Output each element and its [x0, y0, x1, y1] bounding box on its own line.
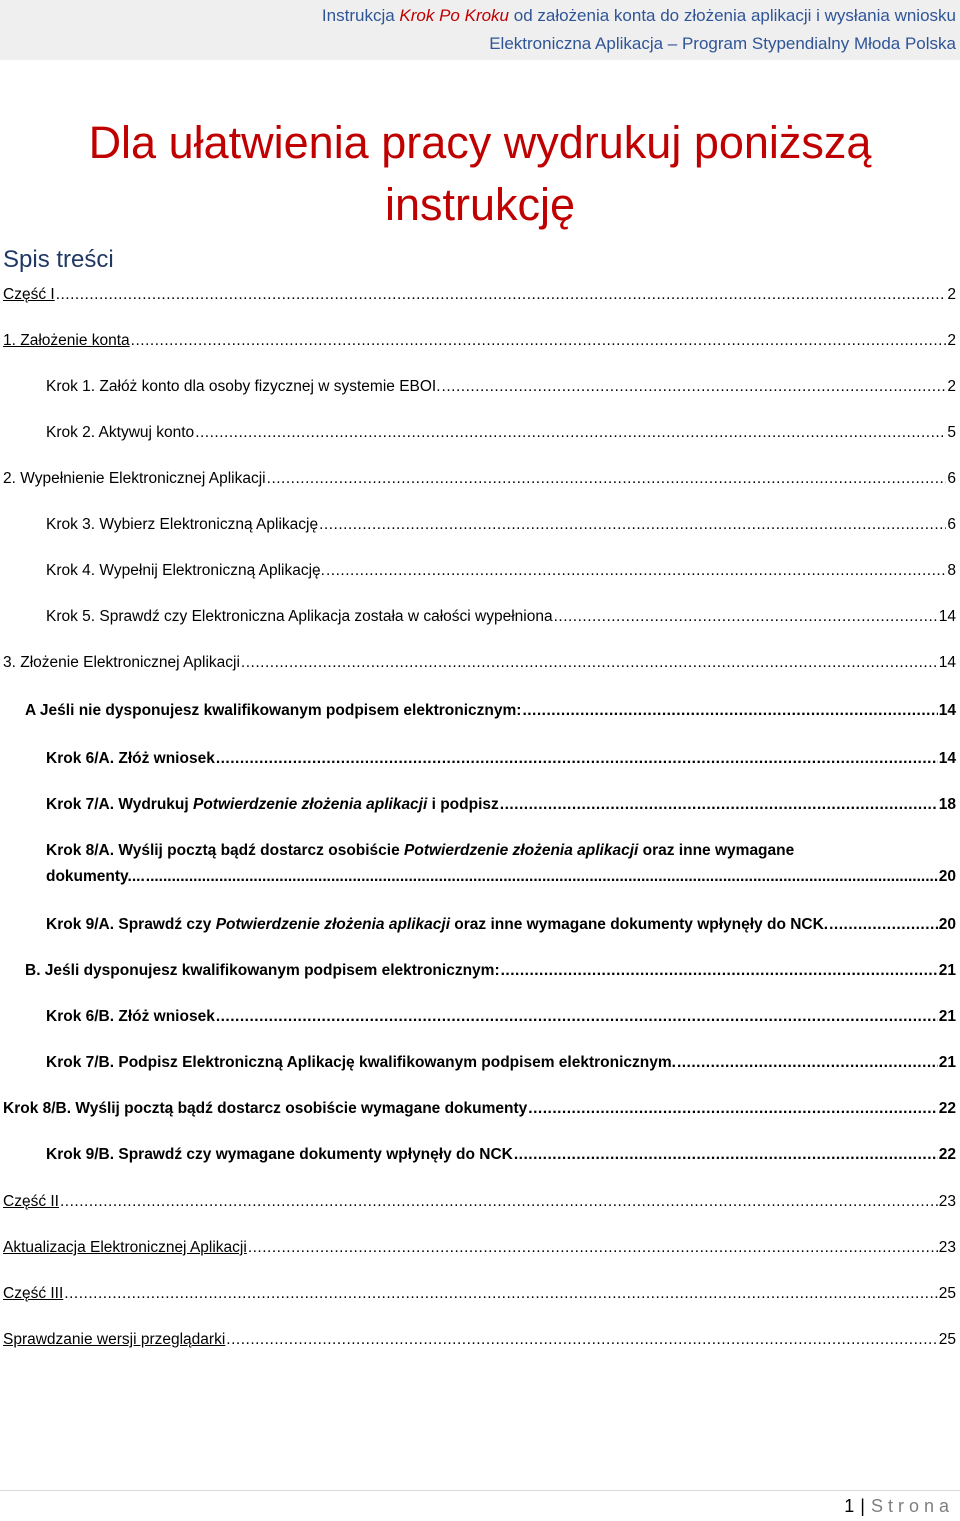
- page-number: 1: [844, 1496, 855, 1516]
- page-word: Strona: [870, 1496, 954, 1516]
- toc-entry-czesc-1[interactable]: Część I ..... 2: [3, 284, 956, 306]
- toc-entry-zalozenie-konta[interactable]: 1. Założenie konta ..... 2: [3, 330, 956, 352]
- toc-entry-czesc-3[interactable]: Część III ..... 25: [3, 1283, 956, 1305]
- toc-entry-krok-7a[interactable]: Krok 7/A. Wydrukuj Potwierdzenie złożenia aplikacji i podpisz ..... 18: [46, 794, 956, 816]
- toc-entry-krok-8b[interactable]: Krok 8/B. Wyślij pocztą bądź dostarcz osobiście wymagane dokumenty ..... 22: [3, 1098, 956, 1120]
- toc-entry-krok-5[interactable]: Krok 5. Sprawdź czy Elektroniczna Aplikacja została w całości wypełniona ..... 14: [46, 606, 956, 628]
- toc-entry-czesc-2[interactable]: Część II ..... 23: [3, 1191, 956, 1213]
- toc-entry-wypelnienie[interactable]: 2. Wypełnienie Elektronicznej Aplikacji ..... 6: [3, 468, 956, 490]
- toc-entry-krok-6a[interactable]: Krok 6/A. Złóż wniosek ..... 14: [46, 748, 956, 770]
- header-line-2: Elektroniczna Aplikacja – Program Stypendialny Młoda Polska: [489, 34, 956, 53]
- toc-entry-krok-9a[interactable]: Krok 9/A. Sprawdź czy Potwierdzenie złożenia aplikacji oraz inne wymagane dokumenty wpłynęły do NCK. ..... 20: [46, 914, 956, 936]
- toc-entry-krok-7b[interactable]: Krok 7/B. Podpisz Elektroniczną Aplikację kwalifikowanym podpisem elektronicznym. ..... 21: [46, 1052, 956, 1074]
- toc-entry-krok-3[interactable]: Krok 3. Wybierz Elektroniczną Aplikację ..... 6: [46, 514, 956, 536]
- toc-entry-krok-2[interactable]: Krok 2. Aktywuj konto ..... 5: [46, 422, 956, 444]
- toc-entry-krok-6b[interactable]: Krok 6/B. Złóż wniosek ..... 21: [46, 1006, 956, 1028]
- toc-entry-krok-4[interactable]: Krok 4. Wypełnij Elektroniczną Aplikację. ..... 8: [46, 560, 956, 582]
- toc-entry-section-a[interactable]: A Jeśli nie dysponujesz kwalifikowanym podpisem elektronicznym: ..... 14: [25, 700, 956, 722]
- toc-entry-section-b[interactable]: B. Jeśli dysponujesz kwalifikowanym podpisem elektronicznym: ..... 21: [25, 960, 956, 982]
- footer-divider: [0, 1490, 960, 1491]
- header-line-1: Instrukcja Krok Po Kroku od założenia konta do złożenia aplikacji i wysłania wniosku: [321, 6, 956, 25]
- toc-entry-krok-9b[interactable]: Krok 9/B. Sprawdź czy wymagane dokumenty wpłynęły do NCK ..... 22: [46, 1144, 956, 1166]
- toc-entry-aktualizacja[interactable]: Aktualizacja Elektronicznej Aplikacji ..... 23: [3, 1237, 956, 1259]
- toc-heading: Spis treści: [3, 246, 114, 273]
- toc-entry-krok-8a[interactable]: Krok 8/A. Wyślij pocztą bądź dostarcz osobiście Potwierdzenie złożenia aplikacji oraz inne wymagane dokumenty.... ..... 20: [46, 838, 956, 890]
- toc-entry-przegladarka[interactable]: Sprawdzanie wersji przeglądarki ..... 25: [3, 1329, 956, 1351]
- page-footer: 1 | Strona: [844, 1496, 954, 1516]
- toc-entry-krok-1[interactable]: Krok 1. Załóż konto dla osoby fizycznej w systemie EBOI. ..... 2: [46, 376, 956, 398]
- page-title: Dla ułatwienia pracy wydrukuj poniższą instrukcję: [88, 117, 872, 230]
- toc-entry-zlozenie[interactable]: 3. Złożenie Elektronicznej Aplikacji ..... 14: [3, 652, 956, 674]
